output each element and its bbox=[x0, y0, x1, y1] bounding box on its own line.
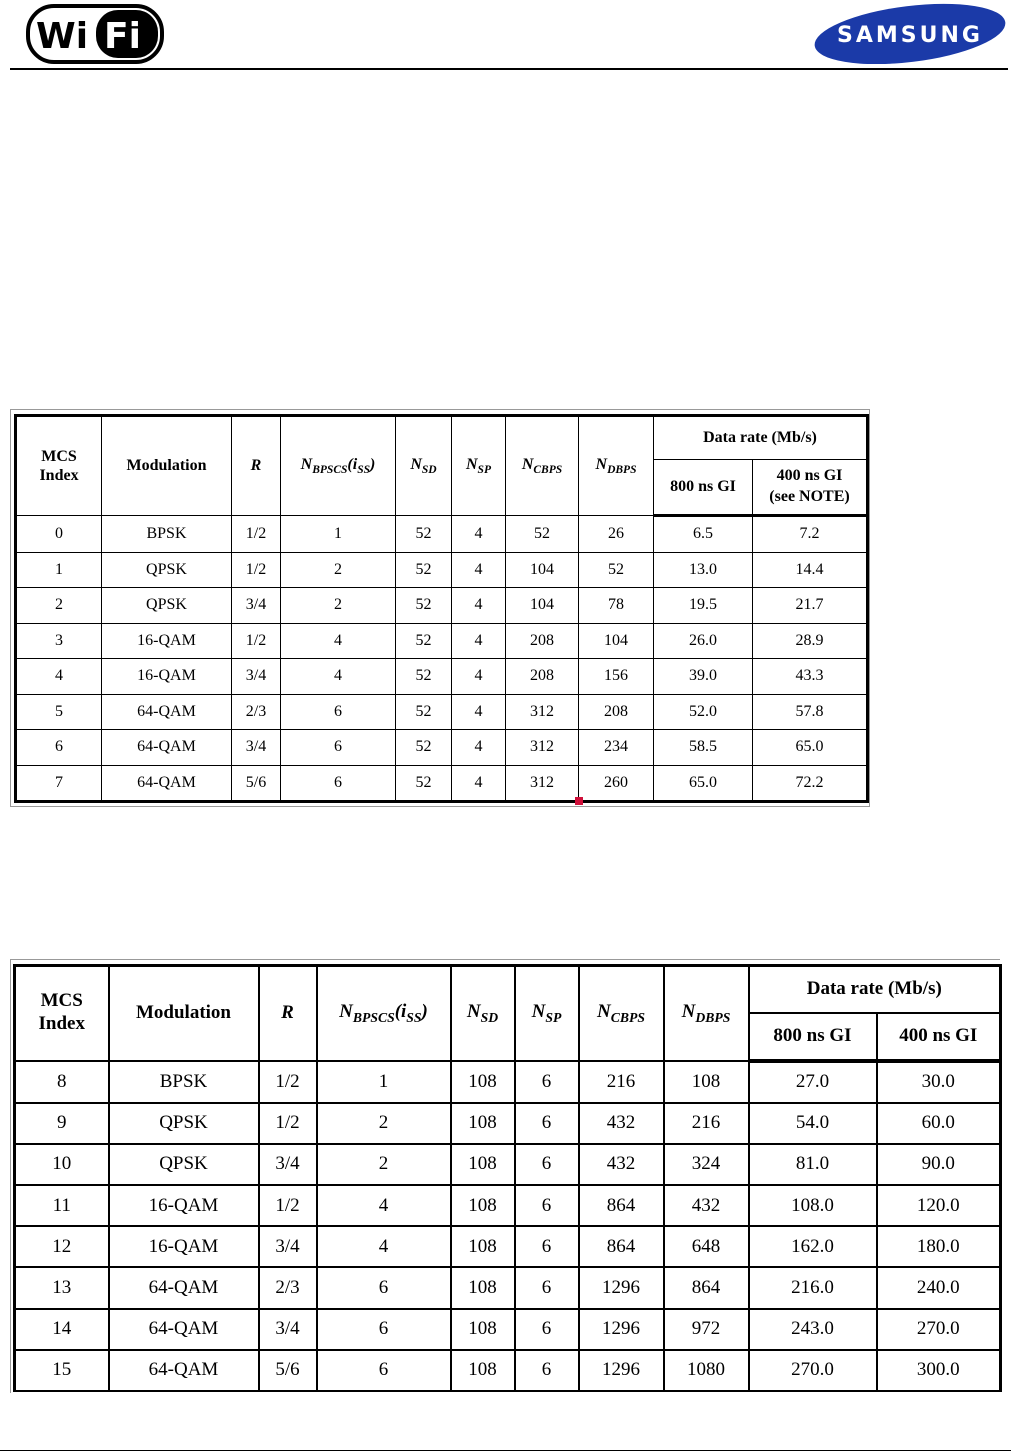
cell-mcs-index: 13 bbox=[15, 1267, 109, 1308]
cell-r: 5/6 bbox=[232, 765, 281, 802]
header-400ns-gi: 400 ns GI bbox=[877, 1013, 1001, 1061]
cell-ndbps: 78 bbox=[579, 588, 654, 624]
table-row bbox=[15, 1185, 1001, 1226]
red-marker bbox=[575, 797, 583, 805]
cell-modulation: 64-QAM bbox=[102, 694, 232, 730]
cell-ncbps: 312 bbox=[506, 730, 579, 766]
cell-nsd: 108 bbox=[451, 1226, 515, 1267]
header-nsp: $N_{SP}$ bbox=[452, 416, 506, 516]
cell-nbpscs: 6 bbox=[317, 1350, 451, 1391]
cell-nbpscs: 4 bbox=[317, 1226, 451, 1267]
cell-ndbps: 972 bbox=[664, 1309, 749, 1350]
cell-r: 3/4 bbox=[259, 1226, 317, 1267]
table-row bbox=[15, 1226, 1001, 1267]
cell-rate-800ns: 243.0 bbox=[749, 1309, 877, 1350]
cell-rate-400ns: 240.0 bbox=[877, 1267, 1001, 1308]
cell-mcs-index: 11 bbox=[15, 1185, 109, 1226]
cell-ndbps: 52 bbox=[579, 552, 654, 588]
header-nbpscs: $N_{BPSCS}(i_{SS})$ bbox=[281, 416, 396, 516]
table-row bbox=[16, 694, 868, 730]
cell-nsp: 6 bbox=[515, 1103, 579, 1144]
table-row bbox=[15, 1144, 1001, 1185]
cell-modulation: QPSK bbox=[109, 1144, 259, 1185]
table-row bbox=[16, 588, 868, 624]
cell-rate-400ns: 72.2 bbox=[753, 765, 868, 802]
cell-mcs-index: 6 bbox=[16, 730, 102, 766]
cell-r: 3/4 bbox=[259, 1309, 317, 1350]
cell-nsd: 108 bbox=[451, 1185, 515, 1226]
svg-text:Fi: Fi bbox=[104, 16, 141, 57]
cell-nsd: 108 bbox=[451, 1350, 515, 1391]
wifi-logo bbox=[26, 4, 164, 64]
cell-modulation: 16-QAM bbox=[109, 1226, 259, 1267]
cell-nbpscs: 4 bbox=[317, 1185, 451, 1226]
cell-nsd: 52 bbox=[396, 516, 452, 553]
cell-mcs-index: 8 bbox=[15, 1061, 109, 1103]
cell-ncbps: 216 bbox=[579, 1061, 664, 1103]
header-ncbps: $N_{CBPS}$ bbox=[579, 966, 664, 1061]
cell-ndbps: 208 bbox=[579, 694, 654, 730]
cell-rate-400ns: 14.4 bbox=[753, 552, 868, 588]
table-row bbox=[15, 1061, 1001, 1103]
header-ncbps: $N_{CBPS}$ bbox=[506, 416, 579, 516]
header-r: R bbox=[232, 416, 281, 516]
cell-modulation: 64-QAM bbox=[102, 730, 232, 766]
cell-rate-400ns: 120.0 bbox=[877, 1185, 1001, 1226]
cell-r: 5/6 bbox=[259, 1350, 317, 1391]
cell-rate-800ns: 81.0 bbox=[749, 1144, 877, 1185]
mcs-table-40mhz bbox=[13, 964, 1002, 1392]
cell-ncbps: 104 bbox=[506, 552, 579, 588]
cell-rate-400ns: 21.7 bbox=[753, 588, 868, 624]
cell-rate-800ns: 52.0 bbox=[654, 694, 753, 730]
cell-nsd: 108 bbox=[451, 1144, 515, 1185]
cell-ndbps: 216 bbox=[664, 1103, 749, 1144]
cell-modulation: 64-QAM bbox=[109, 1309, 259, 1350]
cell-r: 3/4 bbox=[259, 1144, 317, 1185]
cell-rate-400ns: 300.0 bbox=[877, 1350, 1001, 1391]
cell-ncbps: 1296 bbox=[579, 1309, 664, 1350]
cell-r: 2/3 bbox=[232, 694, 281, 730]
cell-rate-400ns: 30.0 bbox=[877, 1061, 1001, 1103]
cell-rate-400ns: 57.8 bbox=[753, 694, 868, 730]
wifi-logo-text: Wi Fi bbox=[26, 4, 29, 5]
cell-nbpscs: 1 bbox=[317, 1061, 451, 1103]
header-r: R bbox=[259, 966, 317, 1061]
cell-nsp: 6 bbox=[515, 1185, 579, 1226]
cell-modulation: QPSK bbox=[102, 552, 232, 588]
cell-modulation: 64-QAM bbox=[109, 1267, 259, 1308]
table-row bbox=[15, 1103, 1001, 1144]
cell-mcs-index: 1 bbox=[16, 552, 102, 588]
cell-modulation: QPSK bbox=[109, 1103, 259, 1144]
cell-nsd: 108 bbox=[451, 1309, 515, 1350]
header-800ns-gi: 800 ns GI bbox=[654, 460, 753, 516]
cell-nbpscs: 2 bbox=[281, 552, 396, 588]
cell-rate-400ns: 43.3 bbox=[753, 659, 868, 695]
cell-nsp: 6 bbox=[515, 1144, 579, 1185]
cell-modulation: BPSK bbox=[109, 1061, 259, 1103]
cell-modulation: 16-QAM bbox=[102, 659, 232, 695]
svg-text:Wi: Wi bbox=[36, 16, 89, 57]
cell-ndbps: 234 bbox=[579, 730, 654, 766]
cell-modulation: 64-QAM bbox=[109, 1350, 259, 1391]
cell-modulation: 16-QAM bbox=[109, 1185, 259, 1226]
header-nsp: $N_{SP}$ bbox=[515, 966, 579, 1061]
header-mcs-index: MCS Index bbox=[15, 966, 109, 1061]
cell-nsp: 6 bbox=[515, 1350, 579, 1391]
samsung-logo-text: SAMSUNG bbox=[837, 23, 983, 48]
cell-nsd: 52 bbox=[396, 623, 452, 659]
cell-rate-800ns: 13.0 bbox=[654, 552, 753, 588]
cell-rate-800ns: 54.0 bbox=[749, 1103, 877, 1144]
cell-nbpscs: 6 bbox=[317, 1309, 451, 1350]
cell-nsd: 52 bbox=[396, 765, 452, 802]
cell-ncbps: 432 bbox=[579, 1144, 664, 1185]
cell-r: 3/4 bbox=[232, 588, 281, 624]
cell-nbpscs: 4 bbox=[281, 659, 396, 695]
cell-ncbps: 312 bbox=[506, 694, 579, 730]
cell-rate-400ns: 270.0 bbox=[877, 1309, 1001, 1350]
cell-nbpscs: 6 bbox=[281, 730, 396, 766]
cell-rate-400ns: 28.9 bbox=[753, 623, 868, 659]
cell-ncbps: 208 bbox=[506, 659, 579, 695]
cell-nbpscs: 6 bbox=[281, 765, 396, 802]
cell-ncbps: 864 bbox=[579, 1185, 664, 1226]
cell-nbpscs: 6 bbox=[281, 694, 396, 730]
cell-modulation: QPSK bbox=[102, 588, 232, 624]
cell-rate-800ns: 216.0 bbox=[749, 1267, 877, 1308]
cell-mcs-index: 12 bbox=[15, 1226, 109, 1267]
cell-ncbps: 432 bbox=[579, 1103, 664, 1144]
cell-rate-800ns: 19.5 bbox=[654, 588, 753, 624]
cell-ndbps: 1080 bbox=[664, 1350, 749, 1391]
cell-nbpscs: 4 bbox=[281, 623, 396, 659]
cell-rate-400ns: 65.0 bbox=[753, 730, 868, 766]
table-row bbox=[16, 516, 868, 553]
header-mcs-index: MCS Index bbox=[16, 416, 102, 516]
cell-nsp: 6 bbox=[515, 1226, 579, 1267]
cell-ncbps: 208 bbox=[506, 623, 579, 659]
cell-nbpscs: 2 bbox=[281, 588, 396, 624]
cell-nbpscs: 2 bbox=[317, 1103, 451, 1144]
cell-ndbps: 26 bbox=[579, 516, 654, 553]
cell-rate-800ns: 6.5 bbox=[654, 516, 753, 553]
cell-rate-800ns: 39.0 bbox=[654, 659, 753, 695]
table-row bbox=[16, 659, 868, 695]
cell-ndbps: 324 bbox=[664, 1144, 749, 1185]
cell-nsp: 4 bbox=[452, 552, 506, 588]
cell-nsd: 52 bbox=[396, 552, 452, 588]
cell-nbpscs: 1 bbox=[281, 516, 396, 553]
header-nsd: $N_{SD}$ bbox=[396, 416, 452, 516]
header-400ns-gi: 400 ns GI (see NOTE) bbox=[753, 460, 868, 516]
header-modulation: Modulation bbox=[102, 416, 232, 516]
table-row bbox=[15, 1309, 1001, 1350]
cell-ncbps: 1296 bbox=[579, 1267, 664, 1308]
cell-rate-400ns: 60.0 bbox=[877, 1103, 1001, 1144]
cell-nsp: 4 bbox=[452, 694, 506, 730]
cell-ncbps: 864 bbox=[579, 1226, 664, 1267]
cell-r: 1/2 bbox=[259, 1103, 317, 1144]
cell-nsp: 6 bbox=[515, 1309, 579, 1350]
cell-ndbps: 260 bbox=[579, 765, 654, 802]
cell-nsp: 4 bbox=[452, 659, 506, 695]
cell-nsp: 4 bbox=[452, 623, 506, 659]
cell-rate-800ns: 270.0 bbox=[749, 1350, 877, 1391]
cell-nsp: 4 bbox=[452, 730, 506, 766]
cell-nsd: 52 bbox=[396, 588, 452, 624]
header-modulation: Modulation bbox=[109, 966, 259, 1061]
samsung-logo bbox=[812, 2, 1008, 64]
header-ndbps: $N_{DBPS}$ bbox=[664, 966, 749, 1061]
cell-ndbps: 432 bbox=[664, 1185, 749, 1226]
mcs-table-20mhz bbox=[14, 414, 869, 803]
cell-modulation: BPSK bbox=[102, 516, 232, 553]
cell-nsd: 108 bbox=[451, 1061, 515, 1103]
cell-nsp: 4 bbox=[452, 765, 506, 802]
cell-mcs-index: 5 bbox=[16, 694, 102, 730]
cell-ndbps: 648 bbox=[664, 1226, 749, 1267]
footer-rule bbox=[0, 1450, 1011, 1451]
cell-nsp: 6 bbox=[515, 1061, 579, 1103]
header-nsd: $N_{SD}$ bbox=[451, 966, 515, 1061]
cell-rate-400ns: 7.2 bbox=[753, 516, 868, 553]
cell-mcs-index: 14 bbox=[15, 1309, 109, 1350]
cell-mcs-index: 2 bbox=[16, 588, 102, 624]
header-data-rate: Data rate (Mb/s) bbox=[749, 966, 1001, 1013]
cell-mcs-index: 9 bbox=[15, 1103, 109, 1144]
cell-nsp: 6 bbox=[515, 1267, 579, 1308]
cell-r: 1/2 bbox=[232, 623, 281, 659]
cell-mcs-index: 15 bbox=[15, 1350, 109, 1391]
table-row bbox=[15, 1350, 1001, 1391]
cell-r: 1/2 bbox=[232, 552, 281, 588]
table-row bbox=[16, 623, 868, 659]
cell-ndbps: 104 bbox=[579, 623, 654, 659]
cell-rate-800ns: 58.5 bbox=[654, 730, 753, 766]
header-rule bbox=[10, 68, 1008, 70]
cell-nsd: 52 bbox=[396, 694, 452, 730]
cell-nsd: 52 bbox=[396, 730, 452, 766]
table-row bbox=[16, 730, 868, 766]
cell-mcs-index: 3 bbox=[16, 623, 102, 659]
header-ndbps: $N_{DBPS}$ bbox=[579, 416, 654, 516]
cell-r: 3/4 bbox=[232, 730, 281, 766]
cell-ncbps: 52 bbox=[506, 516, 579, 553]
cell-r: 1/2 bbox=[232, 516, 281, 553]
header-800ns-gi: 800 ns GI bbox=[749, 1013, 877, 1061]
cell-nsd: 108 bbox=[451, 1267, 515, 1308]
cell-rate-800ns: 26.0 bbox=[654, 623, 753, 659]
cell-modulation: 16-QAM bbox=[102, 623, 232, 659]
header-data-rate: Data rate (Mb/s) bbox=[654, 416, 868, 460]
cell-mcs-index: 10 bbox=[15, 1144, 109, 1185]
cell-mcs-index: 4 bbox=[16, 659, 102, 695]
table-row bbox=[16, 552, 868, 588]
cell-rate-800ns: 65.0 bbox=[654, 765, 753, 802]
cell-rate-800ns: 162.0 bbox=[749, 1226, 877, 1267]
table-row bbox=[15, 1267, 1001, 1308]
cell-ndbps: 864 bbox=[664, 1267, 749, 1308]
cell-rate-800ns: 27.0 bbox=[749, 1061, 877, 1103]
cell-nsp: 4 bbox=[452, 516, 506, 553]
cell-ncbps: 104 bbox=[506, 588, 579, 624]
cell-rate-400ns: 90.0 bbox=[877, 1144, 1001, 1185]
cell-r: 3/4 bbox=[232, 659, 281, 695]
cell-ndbps: 156 bbox=[579, 659, 654, 695]
table-row bbox=[16, 765, 868, 802]
cell-nbpscs: 2 bbox=[317, 1144, 451, 1185]
cell-modulation: 64-QAM bbox=[102, 765, 232, 802]
cell-nsd: 52 bbox=[396, 659, 452, 695]
cell-ncbps: 1296 bbox=[579, 1350, 664, 1391]
cell-r: 1/2 bbox=[259, 1061, 317, 1103]
cell-nsp: 4 bbox=[452, 588, 506, 624]
cell-nsd: 108 bbox=[451, 1103, 515, 1144]
cell-nbpscs: 6 bbox=[317, 1267, 451, 1308]
cell-r: 2/3 bbox=[259, 1267, 317, 1308]
cell-r: 1/2 bbox=[259, 1185, 317, 1226]
cell-ndbps: 108 bbox=[664, 1061, 749, 1103]
cell-rate-400ns: 180.0 bbox=[877, 1226, 1001, 1267]
cell-rate-800ns: 108.0 bbox=[749, 1185, 877, 1226]
cell-mcs-index: 7 bbox=[16, 765, 102, 802]
cell-ncbps: 312 bbox=[506, 765, 579, 802]
cell-mcs-index: 0 bbox=[16, 516, 102, 553]
header-nbpscs: $N_{BPSCS}(i_{SS})$ bbox=[317, 966, 451, 1061]
